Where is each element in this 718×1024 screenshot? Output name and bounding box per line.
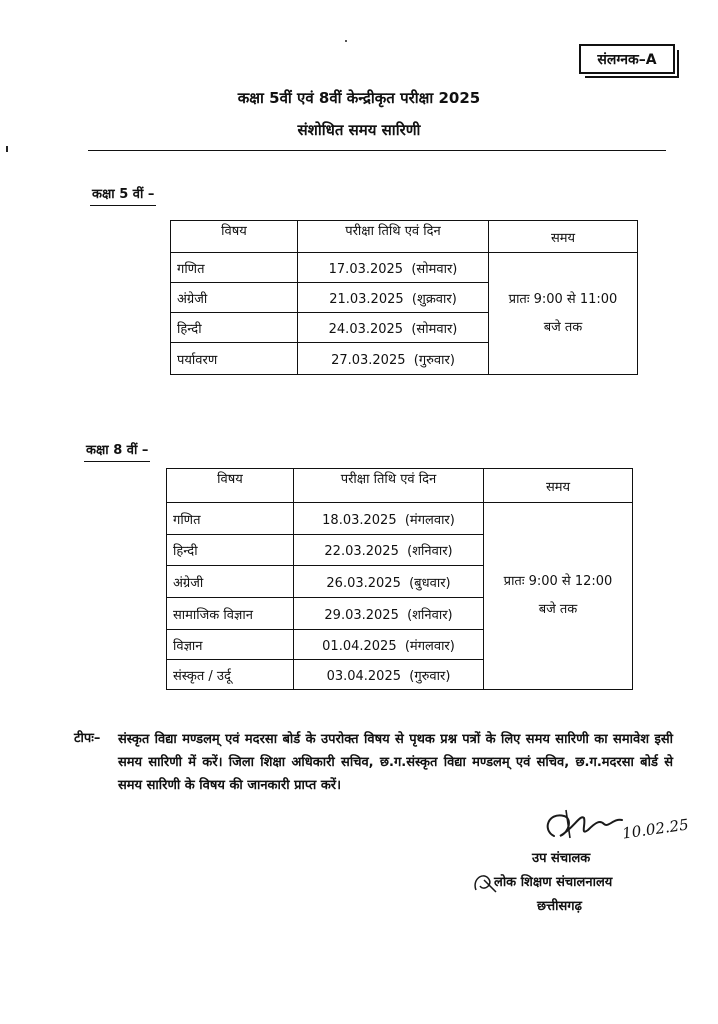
header-subject: विषय (171, 221, 298, 253)
date-cell: 29.03.2025 (शनिवार) (294, 598, 484, 630)
subject-cell: हिन्दी (171, 313, 298, 343)
header-subject: विषय (167, 469, 294, 503)
subject-cell: अंग्रेजी (171, 283, 298, 313)
class8-table (166, 468, 633, 690)
note-label: टीपः– (74, 731, 101, 746)
state-name: छत्तीसगढ़ (537, 899, 582, 914)
subject-cell: गणित (167, 503, 294, 535)
subject-cell: सामाजिक विज्ञान (167, 598, 294, 630)
date-cell: 27.03.2025 (गुरुवार) (298, 343, 489, 375)
header-date: परीक्षा तिथि एवं दिन (298, 221, 489, 253)
date-cell: 18.03.2025 (मंगलवार) (294, 503, 484, 535)
margin-mark (6, 146, 8, 152)
speck (345, 40, 347, 42)
time-line-1: प्रातः 9:00 से 11:00 (508, 291, 618, 307)
header-date: परीक्षा तिथि एवं दिन (294, 469, 484, 503)
time-line-2: बजे तक (543, 319, 583, 335)
date-cell: 03.04.2025 (गुरुवार) (294, 660, 484, 690)
time-cell (484, 503, 633, 690)
signature-date: 10.02.25 (621, 815, 690, 843)
subject-cell: गणित (171, 253, 298, 283)
title-underline (88, 150, 666, 151)
subject-cell: अंग्रेजी (167, 566, 294, 598)
table-row (171, 253, 638, 283)
date-cell: 21.03.2025 (शुक्रवार) (298, 283, 489, 313)
date-cell: 01.04.2025 (मंगलवार) (294, 630, 484, 660)
date-cell: 17.03.2025 (सोमवार) (298, 253, 489, 283)
time-line-1: प्रातः 9:00 से 12:00 (503, 574, 613, 589)
note-text: संस्कृत विद्या मण्डलम् एवं मदरसा बोर्ड के उपरोक्त विषय से पृथक प्रश्न पत्रों के लिए समय सारिणी का समावेश इसी समय सारिणी में करें। जिला शिक्षा अधिकारी सचिव, छ.ग.संस्कृत विद्या मण्डलम् एवं सचिव, छ.ग.मदरसा बोर्ड से समय सारिणी के विषय की जानकारी प्राप्त करें। (118, 732, 673, 793)
document-title: कक्षा 5वीं एवं 8वीं केन्द्रीकृत परीक्षा 2025 (237, 89, 481, 107)
header-time: समय (484, 469, 633, 503)
date-cell: 22.03.2025 (शनिवार) (294, 535, 484, 566)
subject-cell: हिन्दी (167, 535, 294, 566)
annexure-box: संलग्नक–A (579, 44, 675, 74)
office-name: लोक शिक्षण संचालनालय (494, 875, 613, 890)
class5-label: कक्षा 5 वीं – (92, 184, 154, 202)
document-subtitle: संशोधित समय सारिणी (297, 121, 421, 139)
header-time: समय (489, 221, 638, 253)
time-cell (489, 253, 638, 375)
subject-cell: पर्यावरण (171, 343, 298, 375)
table-row (167, 503, 633, 535)
time-line-2: बजे तक (538, 602, 578, 617)
class5-table (170, 220, 638, 375)
date-cell: 24.03.2025 (सोमवार) (298, 313, 489, 343)
subject-cell: विज्ञान (167, 630, 294, 660)
class8-label: कक्षा 8 वीं – (86, 440, 148, 458)
designation: उप संचालक (532, 851, 591, 866)
date-cell: 26.03.2025 (बुधवार) (294, 566, 484, 598)
subject-cell: संस्कृत / उर्दू (167, 660, 294, 690)
